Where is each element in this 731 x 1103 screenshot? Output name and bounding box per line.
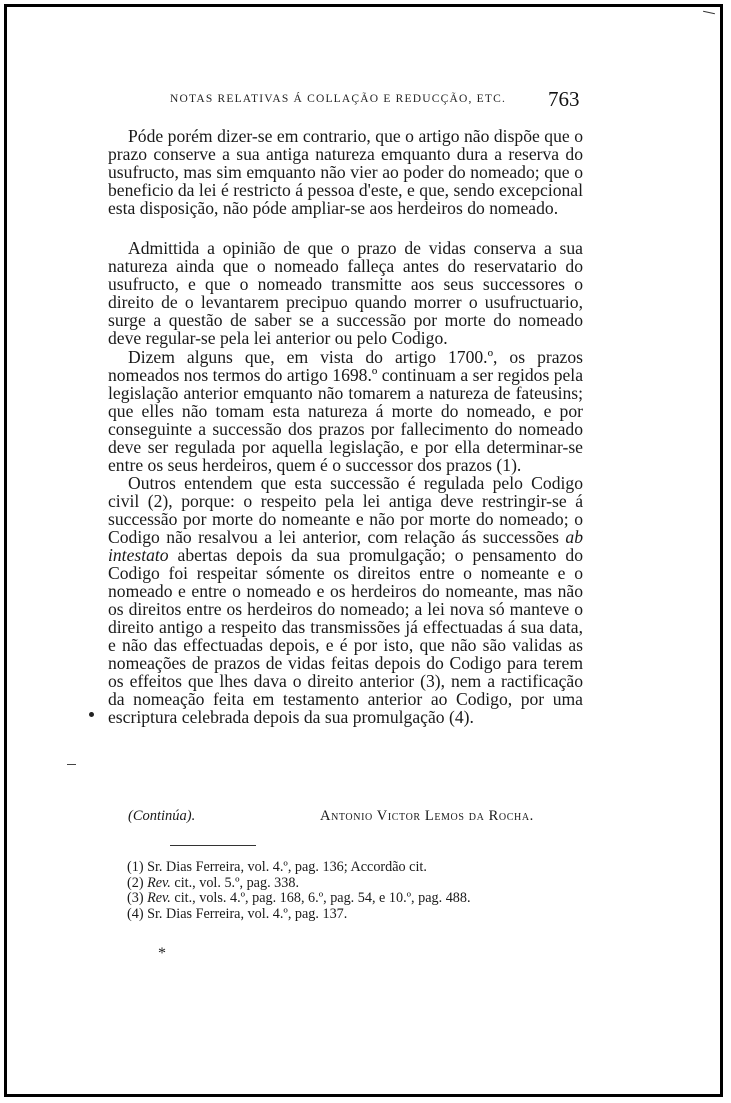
page-number: 763 bbox=[548, 87, 580, 111]
body-text bbox=[108, 127, 583, 727]
asterism-ornament: * bbox=[158, 945, 166, 962]
footnote-marker: (1) bbox=[127, 859, 144, 875]
running-title: NOTAS RELATIVAS Á COLLAÇÃO E REDUCÇÃO, ETC. bbox=[170, 93, 507, 105]
footnote-text: cit., vols. 4.º, pag. 168, 6.º, pag. 54, e 10.º, pag. 488. bbox=[170, 890, 471, 906]
footnote-text: cit., vol. 5.º, pag. 338. bbox=[170, 874, 299, 891]
paragraph-4-start: Outros entendem que esta successão é regulada pelo Codigo civil (2), porque: o respeito pela lei antiga deve restringir-se á successão por morte do nomeante e não por morte do nomeado; o Codigo não resalvou a lei anterior, com relação ás successões bbox=[108, 472, 583, 547]
paragraph-2: Admittida a opinião de que o prazo de vidas conserva a sua natureza ainda que o nomeado falleça antes do reservatario do usufructo, e que o nomeado transmitte aos seus successores o direito de o levantarem precipuo quando morrer o usufructuario, surge a questão de saber se a successão por morte do nomeado deve regular-se pela lei anterior ou pelo Codigo. bbox=[108, 238, 583, 349]
footnote-emphasis: Rev. bbox=[147, 890, 171, 906]
margin-dot bbox=[89, 712, 94, 717]
continued-note: (Continúa). bbox=[128, 808, 196, 824]
paragraph-3: Dizem alguns que, em vista do artigo 1700.º, os prazos nomeados nos termos do artigo 1698.º continuam a ser regidos pela legislação anterior emquanto não tomarem a natureza de fateusins; que elles não tomam esta natureza á morte do nomeado, e por conseguinte a successão dos prazos por fallecimento do nomeado deve ser regulada por aquella legislação, e por ella determinar-se entre os seus herdeiros, quem é o successor dos prazos (1). bbox=[108, 346, 584, 475]
footnote-1 bbox=[127, 860, 567, 876]
paragraph-1: Póde porém dizer-se em contrario, que o artigo não dispõe que o prazo conserve a sua antiga natureza emquanto dura a reserva do usufructo, mas sim emquanto não vier ao poder do nomeado; que o beneficio da lei é restricto á pessoa d'este, e que, sendo excepcional esta disposição, não póde ampliar-se aos herdeiros do nomeado. bbox=[108, 126, 583, 219]
footnote-3 bbox=[127, 891, 567, 907]
footnote-rule bbox=[170, 845, 256, 846]
paragraph-4-end: abertas depois da sua promulgação; o pensamento do Codigo foi respeitar sómente os direitos entre o nomeante e o nomeado e entre o nomeado e os herdeiros do nomeante, mas não os direitos entre os herdeiros do nomeado; a lei nova só manteve o direito antigo a respeito das transmissões já effectuadas á sua data, e não das effectuadas depois, e é por isto, que não são validas as nomeações de prazos de vidas feitas depois do Codigo para terem os effeitos que lhes dava o direito anterior (3), nem a ractificação da nomeação feita em testamento anterior ao Codigo, por uma escriptura celebrada depois da sua promulgação (4). bbox=[108, 545, 583, 728]
paragraph-4-emphasis: ab intestato bbox=[108, 526, 583, 566]
paragraph-4 bbox=[108, 474, 583, 727]
footnote-4 bbox=[127, 907, 567, 923]
footnote-text: Sr. Dias Ferreira, vol. 4.º, pag. 136; Accordão cit. bbox=[147, 859, 427, 875]
footnote-marker: (4) bbox=[127, 905, 144, 922]
footnote-marker: (3) bbox=[127, 890, 144, 906]
footnote-2 bbox=[127, 876, 567, 892]
footnote-text: Sr. Dias Ferreira, vol. 4.º, pag. 137. bbox=[147, 905, 348, 922]
footnotes bbox=[127, 860, 567, 922]
footnote-marker: (2) bbox=[127, 874, 144, 891]
author-name: Antonio Victor Lemos da Rocha. bbox=[320, 808, 534, 824]
margin-dash bbox=[67, 764, 76, 765]
footnote-emphasis: Rev. bbox=[147, 874, 171, 891]
